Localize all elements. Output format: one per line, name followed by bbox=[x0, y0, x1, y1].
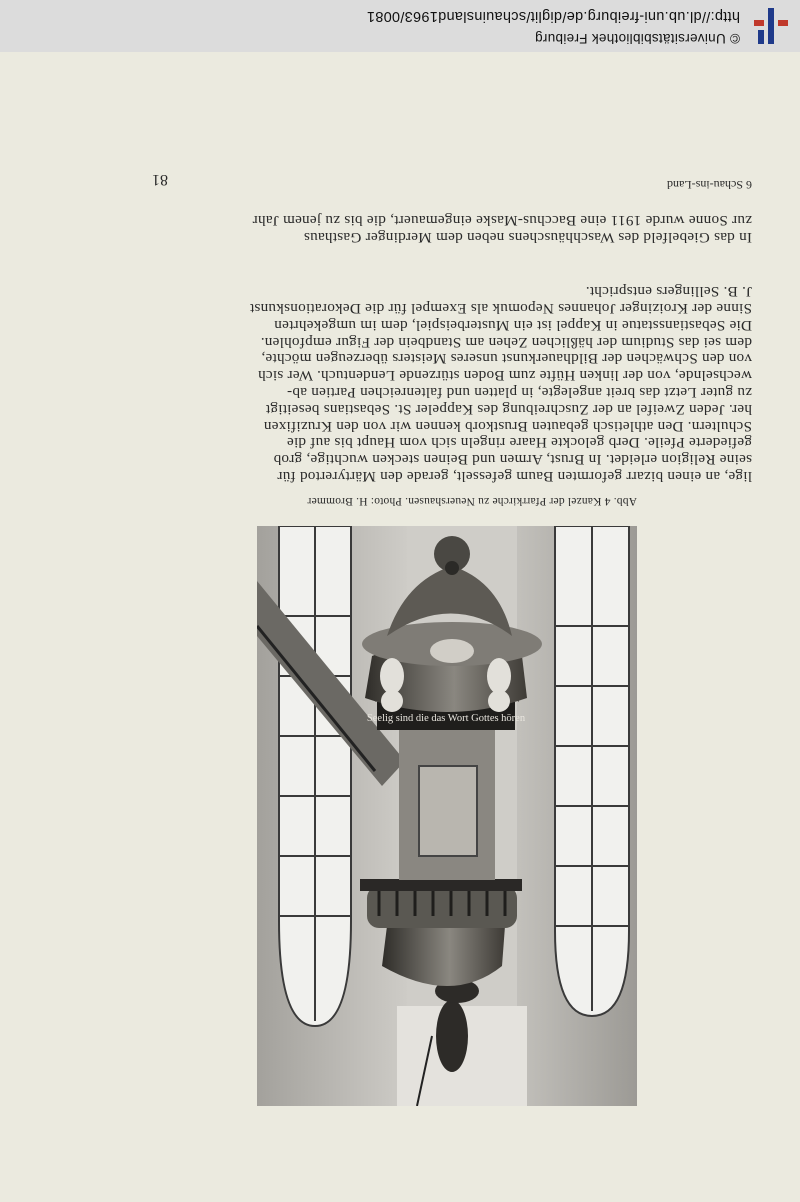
text-line: zu guter Letzt das breit angelegte, in platten und faltenreichen Partien ab- bbox=[286, 384, 752, 402]
library-banner bbox=[0, 0, 800, 52]
text-line: zur Sonne wurde 1911 eine Bacchus-Maske eingemauert, die bis zu jenem Jahr bbox=[252, 212, 752, 230]
copyright-notice: © Universitätsbibliothek Freiburg bbox=[534, 31, 740, 46]
text-line: seine Religion erleidet. In Brust, Armen und Beinen stecken wuchtige, grob bbox=[273, 451, 752, 469]
text-line: Schultern. Den athletisch gebauten Brustkorb kennen wir von den Kruzifixen bbox=[263, 417, 752, 435]
library-logo-icon bbox=[754, 8, 788, 44]
text-line: lige, an einen bizarr geformten Baum gefesselt, gerade den Märtyrertod für bbox=[277, 468, 752, 485]
page-number: 81 bbox=[152, 171, 168, 188]
pulpit-photograph bbox=[257, 526, 637, 1106]
scanned-page bbox=[0, 52, 800, 1202]
paragraph-bottom bbox=[47, 211, 752, 245]
left-window bbox=[555, 526, 629, 1016]
text-line: In das Giebelfeld des Waschhäuschens neben dem Merdinger Gasthaus bbox=[303, 229, 752, 246]
text-line: her. Jeden Zweifel an der Zuschreibung des Kappeler St. Sebastians beseitigt bbox=[265, 400, 752, 418]
text-line: von den Schwächen der Bildhauerkunst unseres Meisters überzeugen möchte, bbox=[261, 350, 752, 368]
text-line: gefiederte Pfeile. Derb gelockte Haare ringeln sich vom Haupt bis auf die bbox=[286, 434, 752, 452]
permalink-url[interactable]: http://dl.ub.uni-freiburg.de/diglit/schauinsland1963/0081 bbox=[366, 8, 740, 24]
figure-caption: Abb. 4 Kanzel der Pfarrkirche zu Neuershausen. Photo: H. Brommer bbox=[307, 495, 637, 507]
right-window bbox=[279, 526, 351, 1026]
text-line: Die Sebastiansstatue in Kappel ist ein Musterbeispiel, dem im umgekehrten bbox=[274, 316, 752, 334]
page-footer-label: 6 Schau-ins-Land bbox=[667, 178, 752, 192]
logo-bar bbox=[778, 20, 788, 26]
text-line: dem sei das Studium der häßlichen Zehen am Standbein der Figur empfohlen. bbox=[260, 333, 752, 351]
logo-bar bbox=[758, 30, 764, 44]
paragraph-top bbox=[47, 282, 752, 484]
text-line: J. B. Sellingers entspricht. bbox=[585, 283, 752, 301]
text-line: wechselnde, von der linken Hüfte zum Boden stürzende Lendentuch. Wer sich bbox=[257, 367, 752, 385]
pulpit-inscription: Seelig sind die das Wort Gottes hören bbox=[366, 713, 526, 724]
logo-bar bbox=[754, 20, 764, 26]
text-line: Sinne der Kroizinger Johannes Nepomuk als Exempel für die Dekorationskunst bbox=[249, 300, 752, 318]
logo-bar bbox=[768, 8, 774, 44]
